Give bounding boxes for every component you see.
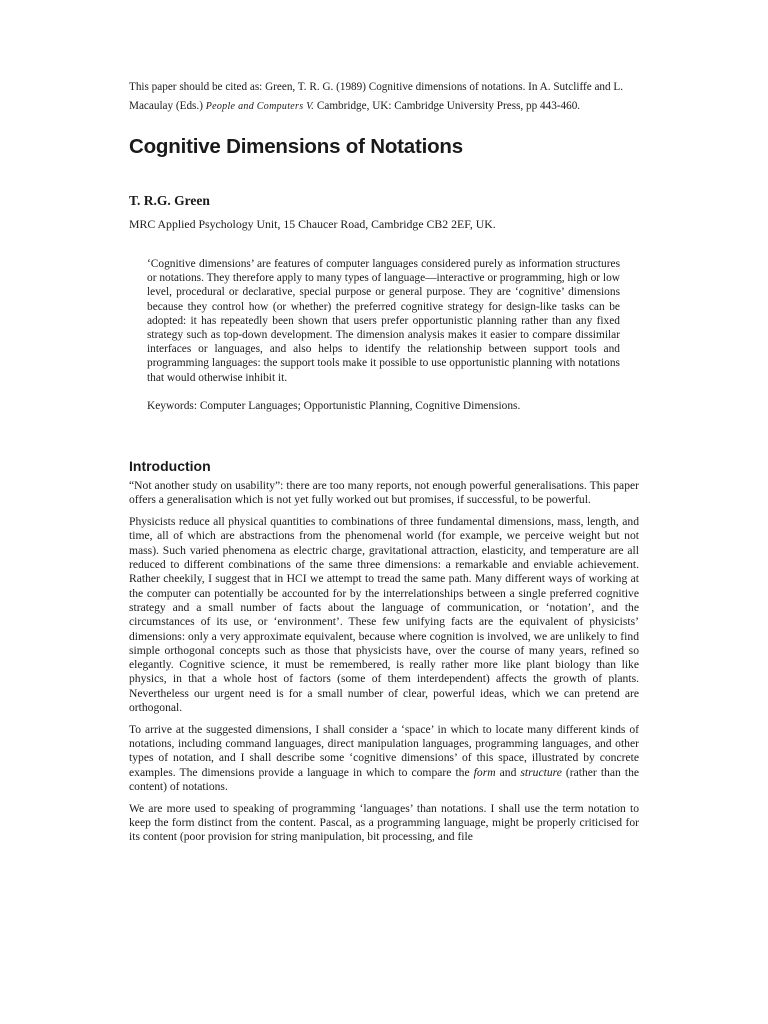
paper-title: Cognitive Dimensions of Notations: [129, 135, 463, 158]
abstract: [147, 257, 620, 413]
paragraph-text: and: [495, 765, 521, 779]
author-name: T. R.G. Green: [129, 193, 210, 208]
paper-page: [129, 78, 639, 852]
abstract-text: ‘Cognitive dimensions’ are features of computer languages considered purely as information structures or notations. They therefore apply to many types of language—interactive or programming, high or low level, procedural or declarative, special purpose or general purpose. They are ‘cognitive’ dimensions because they control how (or whether) the preferred cognitive strategy for design-like tasks can be adopted: it has repeatedly been shown that users prefer opportunistic planning rather than any fixed strategy such as top-down development. The dimension analysis makes it easier to compare dissimilar interfaces or languages, and also helps to identify the relationship between support tools and programming languages: the support tools make it possible to use opportunistic planning with notations that would otherwise inhibit it.: [147, 258, 621, 384]
paragraph-text: To arrive at the suggested dimensions, I shall consider a ‘space’ in which to locate many different kinds of notations, including command languages, direct manipulation languages, programming languages, and other types of notation, and I shall describe some ‘cognitive dimensions’ of this space, illustrated by concrete examples. The dimensions provide a language in which to compare the: [129, 722, 639, 779]
introduction-body: [129, 479, 639, 845]
author-affiliation: MRC Applied Psychology Unit, 15 Chaucer Road, Cambridge CB2 2EF, UK.: [129, 217, 496, 231]
keywords: Keywords: Computer Languages; Opportunistic Planning, Cognitive Dimensions.: [147, 399, 521, 412]
paragraph: We are more used to speaking of programming ‘languages’ than notations. I shall use the term notation to keep the form distinct from the content. Pascal, as a programming language, might be properly criticised for its content (poor provision for string manipulation, bit processing, and file: [129, 801, 639, 844]
paragraph: Physicists reduce all physical quantities to combinations of three fundamental dimensions, mass, length, and time, all of which are abstractions from the phenomenal world (for example, we perceive weight but not mass). Such varied phenomena as electric charge, gravitational attraction, elasticity, and temperature are all reduced to different combinations of the same three dimensions: a remarkable and enviable achievement. Rather cheekily, I suggest that in HCI we attempt to tread the same path. Many different ways of working at the computer can potentially be accounted for by the interrelationships between a single preferred cognitive strategy and a small number of facts about the language of communication, or ‘notation’, and the circumstances of its use, or ‘environment’. These few unifying facts are the equivalent of physicists’ dimensions: only a very approximate equivalent, because where cognition is involved, we are unlikely to find simple orthogonal concepts such as those that physicists have, over the course of many years, refined so elegantly. Cognitive science, it must be remembered, is really rather more like plant biology than like physics, in that a whole host of factors (some of them interdependent) affects the growth of plants. Nevertheless our urgent need is for a small number of clear, powerful ideas, which we can pretend are orthogonal.: [129, 515, 639, 714]
section-heading-introduction: Introduction: [129, 458, 211, 475]
citation-suffix: Cambridge, UK: Cambridge University Press, pp 443-460.: [314, 100, 581, 112]
paragraph: “Not another study on usability”: there are too many reports, not enough powerful generalisations. This paper offers a generalisation which is not yet fully worked out but promises, if successful, to be powerful.: [129, 479, 639, 507]
emphasis-structure: structure: [520, 765, 562, 779]
paragraph-text: (rather than the content) of notations.: [129, 765, 640, 793]
citation-prefix: This paper should be cited as: Green, T. R. G. (1989) Cognitive dimensions of notations. In A. Sutcliffe and L. Macaulay (Eds.): [129, 81, 624, 112]
emphasis-form: form: [473, 765, 496, 779]
citation-note: [129, 78, 639, 116]
paragraph: [129, 723, 639, 794]
citation-book-title: People and Computers V.: [205, 101, 315, 112]
